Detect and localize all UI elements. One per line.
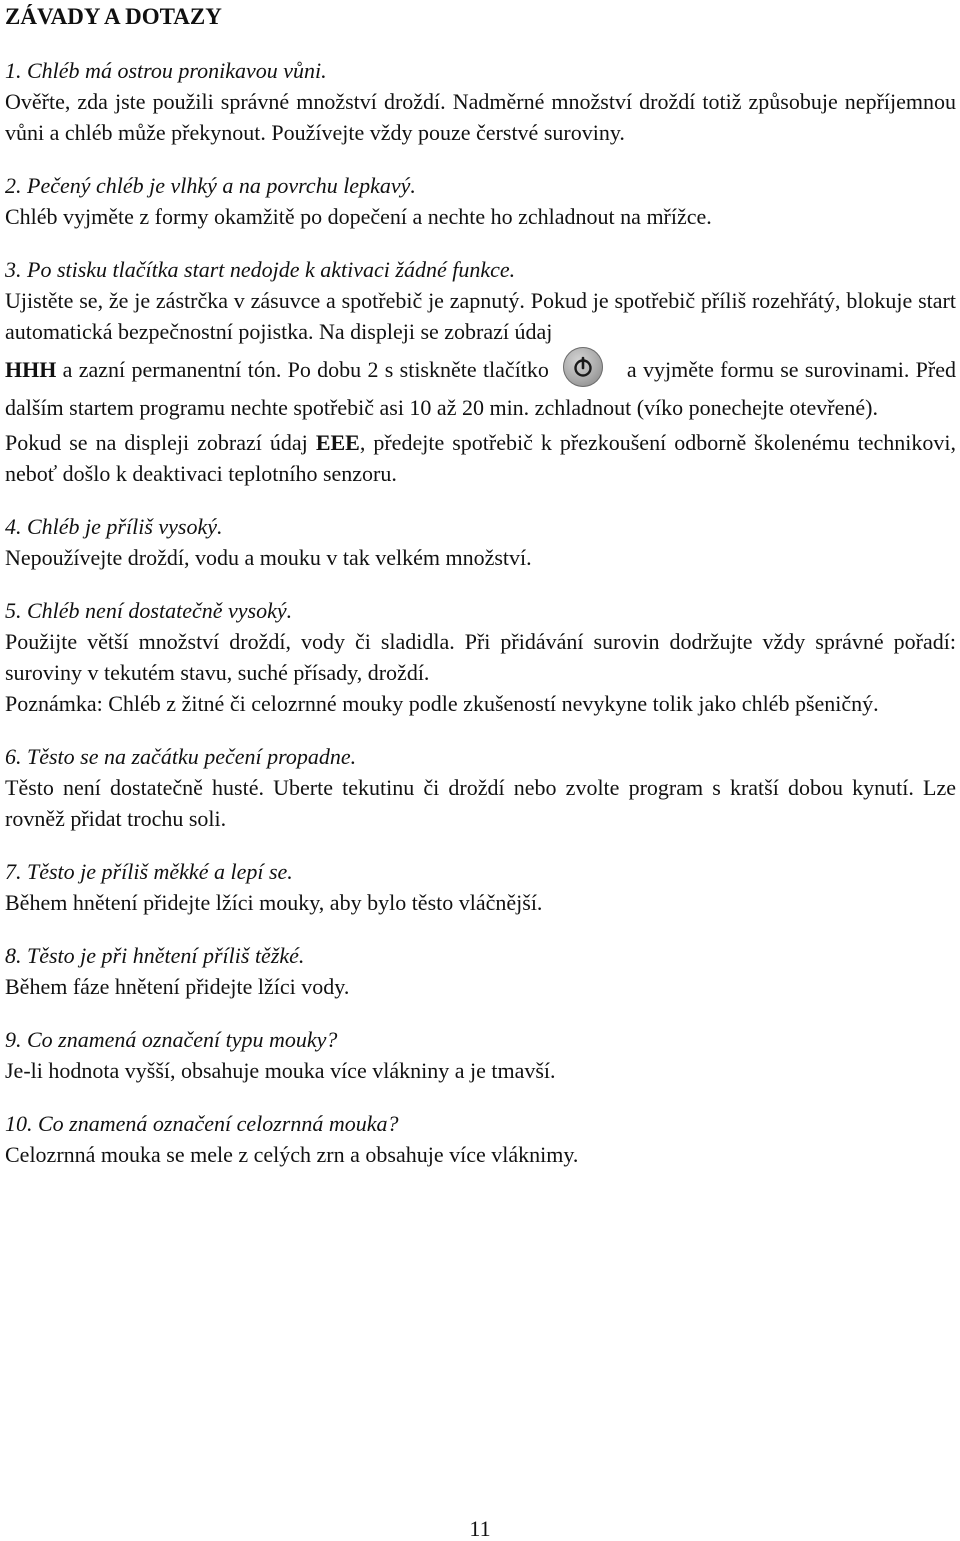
faq-item-1 [5, 55, 956, 148]
question: 10. Co znamená označení celozrnná mouka? [5, 1111, 399, 1136]
document-page [5, 0, 956, 1170]
answer-part-2 [5, 347, 956, 427]
faq-item-7 [5, 856, 956, 918]
answer-text: Pokud se na displeji zobrazí údaj [5, 430, 308, 455]
answer: Chléb vyjměte z formy okamžitě po dopečení a nechte ho zchladnout na mřížce. [5, 204, 712, 229]
question: 6. Těsto se na začátku pečení propadne. [5, 744, 357, 769]
answer: Těsto není dostatečně husté. Uberte tekutinu či droždí nebo zvolte program s kratší dobou kynutí. Lze rovněž přidat trochu soli. [5, 775, 956, 831]
faq-item-10 [5, 1108, 956, 1170]
answer: Nepoužívejte droždí, vodu a mouku v tak velkém množství. [5, 545, 532, 570]
question: 9. Co znamená označení typu mouky? [5, 1027, 338, 1052]
faq-item-9 [5, 1024, 956, 1086]
answer: Celozrnná mouka se mele z celých zrn a obsahuje více vláknimy. [5, 1142, 579, 1167]
faq-item-3 [5, 254, 956, 489]
page-number: 11 [469, 1516, 491, 1541]
answer-part-1: Ujistěte se, že je zástrčka v zásuvce a spotřebič je zapnutý. Pokud je spotřebič příliš rozehřátý, blokuje start automatická bezpečnostní pojistka. Na displeji se zobrazí údaj [5, 288, 956, 344]
faq-item-8 [5, 940, 956, 1002]
answer: Během fáze hnětení přidejte lžíci vody. [5, 974, 350, 999]
question: 3. Po stisku tlačítka start nedojde k aktivaci žádné funkce. [5, 257, 516, 282]
hhh-code: HHH [5, 357, 57, 382]
question: 1. Chléb má ostrou pronikavou vůni. [5, 58, 327, 83]
faq-item-5 [5, 595, 956, 719]
answer: Během hnětení přidejte lžíci mouky, aby bylo těsto vláčnější. [5, 890, 543, 915]
answer: Použijte větší množství droždí, vody či sladidla. Při přidávání surovin dodržujte vždy správné pořadí: suroviny v tekutém stavu, suché přísady, droždí. [5, 629, 956, 685]
question: 2. Pečený chléb je vlhký a na povrchu lepkavý. [5, 173, 416, 198]
faq-item-6 [5, 741, 956, 834]
answer: Ověřte, zda jste použili správné množství droždí. Nadměrné množství droždí totiž způsobuje nepříjemnou vůni a chléb může překynout. Používejte vždy pouze čerstvé suroviny. [5, 89, 956, 145]
page-title: ZÁVADY A DOTAZY [5, 4, 222, 29]
answer: Je-li hodnota vyšší, obsahuje mouka více vlákniny a je tmavší. [5, 1058, 556, 1083]
faq-item-2 [5, 170, 956, 232]
faq-item-4 [5, 511, 956, 573]
note: Poznámka: Chléb z žitné či celozrnné mouky podle zkušeností nevykyne tolik jako chléb pšeničný. [5, 691, 879, 716]
question: 8. Těsto je při hnětení příliš těžké. [5, 943, 305, 968]
question: 4. Chléb je příliš vysoký. [5, 514, 223, 539]
eee-code: EEE [315, 430, 360, 455]
question: 7. Těsto je příliš měkké a lepí se. [5, 859, 293, 884]
answer-part-3 [5, 427, 956, 489]
question: 5. Chléb není dostatečně vysoký. [5, 598, 293, 623]
answer-text: , předejte spotřebič k přezkoušení odborně školenému technikovi, neboť došlo k deaktivaci teplotního senzoru. [5, 430, 956, 486]
answer-text: a vyjměte formu se surovinami. Před dalším startem programu nechte spotřebič asi 10 až 20 min. zchladnout (víko ponechejte otevřené). [5, 357, 956, 420]
answer-text: a zazní permanentní tón. Po dobu 2 s stiskněte tlačítko [62, 357, 549, 382]
power-button-icon [563, 347, 603, 387]
